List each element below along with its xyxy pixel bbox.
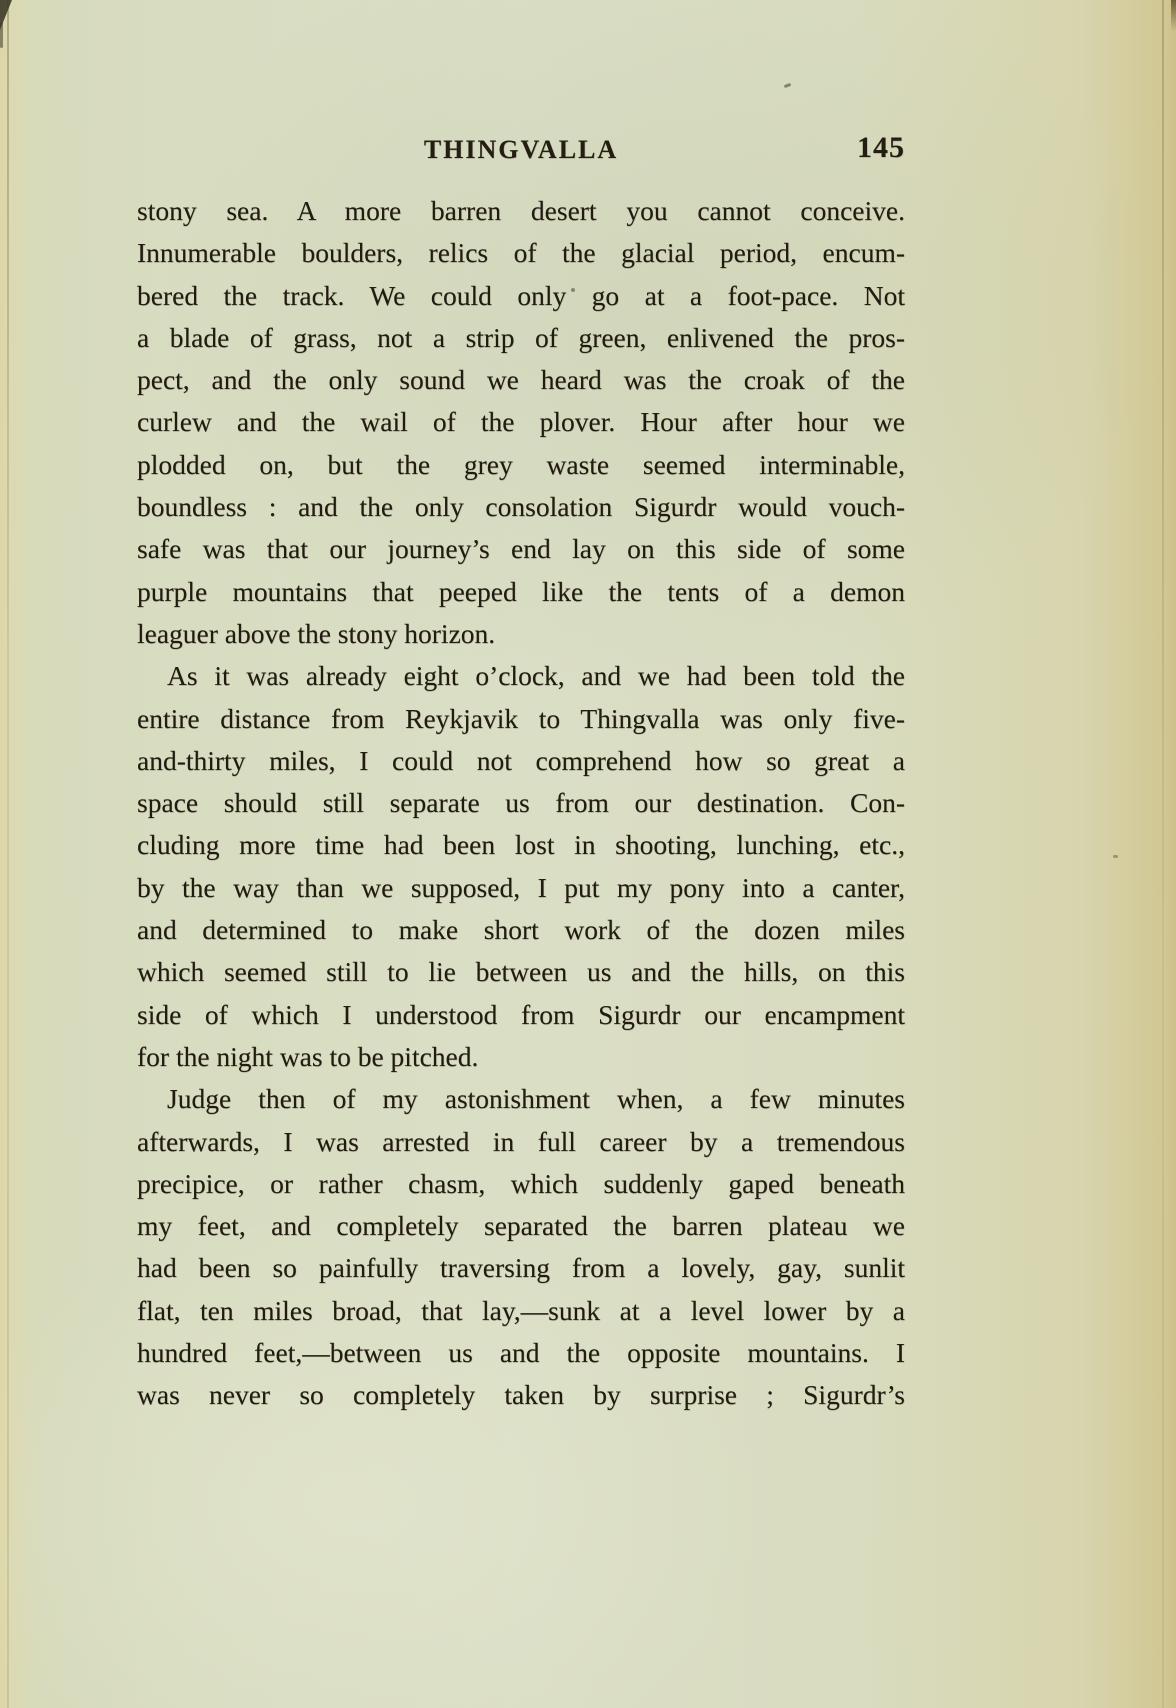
- text-line: Innumerable boulders, relics of the glacial period, encum-: [137, 237, 905, 269]
- text-line: curlew and the wail of the plover. Hour after hour we: [137, 406, 905, 438]
- text-line: purple mountains that peeped like the tents of a demon: [137, 575, 905, 607]
- text-line: pect, and the only sound we heard was the croak of the: [137, 364, 905, 396]
- page-number: 145: [857, 131, 905, 164]
- text-line: space should still separate us from our destination. Con-: [137, 787, 905, 819]
- text-line: flat, ten miles broad, that lay,—sunk at a level lower by a: [137, 1294, 905, 1326]
- text-line: As it was already eight o’clock, and we had been told the: [167, 660, 905, 692]
- scan-speck: [784, 83, 792, 88]
- page-content: [137, 131, 905, 1417]
- text-line: bered the track. We could only go at a foot-pace. Not: [137, 279, 905, 311]
- text-line: hundred feet,—between us and the opposite mountains. I: [137, 1337, 905, 1369]
- text-line: and-thirty miles, I could not comprehend how so great a: [137, 744, 905, 776]
- text-line: leaguer above the stony horizon.: [137, 617, 496, 649]
- text-line: entire distance from Reykjavik to Thingvalla was only five-: [137, 702, 905, 734]
- text-line: was never so completely taken by surprise ; Sigurdr’s: [137, 1379, 905, 1411]
- text-line: my feet, and completely separated the barren plateau we: [137, 1210, 905, 1242]
- text-line: a blade of grass, not a strip of green, enlivened the pros-: [137, 321, 905, 353]
- page-right-edge-line: [1162, 0, 1164, 1708]
- scan-speck: [1113, 855, 1118, 858]
- text-line: precipice, or rather chasm, which suddenly gaped beneath: [137, 1167, 905, 1199]
- text-line: cluding more time had been lost in shooting, lunching, etc.,: [137, 829, 905, 861]
- text-line: stony sea. A more barren desert you cannot conceive.: [137, 195, 905, 226]
- text-line: had been so painfully traversing from a lovely, gay, sunlit: [137, 1252, 905, 1284]
- text-line: safe was that our journey’s end lay on this side of some: [137, 533, 905, 565]
- chapter-title: THINGVALLA: [423, 135, 619, 164]
- text-line: boundless : and the only consolation Sigurdr would vouch-: [137, 491, 905, 523]
- text-line: for the night was to be pitched.: [137, 1040, 479, 1072]
- text-line: by the way than we supposed, I put my pony into a canter,: [137, 871, 905, 903]
- page-left-fold-line: [7, 0, 9, 1708]
- scan-corner-shadow-top-right: [1171, 0, 1176, 32]
- text-line: which seemed still to lie between us and the hills, on this: [137, 956, 905, 988]
- text-line: afterwards, I was arrested in full career by a tremendous: [137, 1125, 905, 1157]
- text-line: plodded on, but the grey waste seemed interminable,: [137, 448, 905, 480]
- text-line: and determined to make short work of the dozen miles: [137, 914, 905, 946]
- text-line: Judge then of my astonishment when, a few minutes: [167, 1083, 905, 1115]
- text-lines: [137, 190, 905, 1417]
- running-head: [137, 131, 905, 171]
- text-line: side of which I understood from Sigurdr our encampment: [137, 998, 905, 1030]
- scan-edge-mark: [0, 22, 3, 48]
